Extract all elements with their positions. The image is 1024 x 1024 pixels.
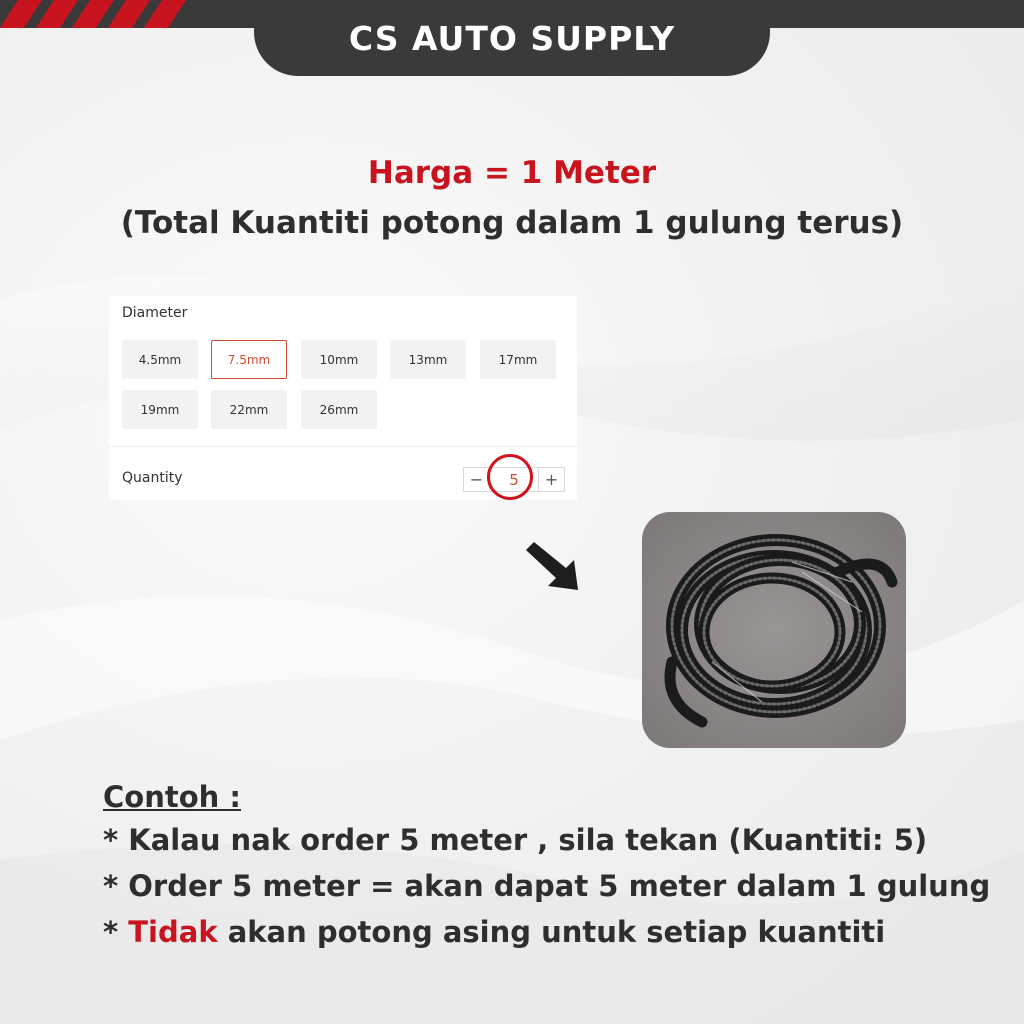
brand-name: CS AUTO SUPPLY (348, 18, 676, 58)
quantity-value[interactable]: 5 (509, 470, 519, 489)
example-line-1: * Kalau nak order 5 meter , sila tekan (Kuantiti: 5) (103, 823, 928, 857)
example-line-2: * Order 5 meter = akan dapat 5 meter dalam 1 gulung (103, 869, 991, 903)
divider (109, 446, 577, 447)
plus-icon[interactable]: + (538, 468, 564, 491)
brand-header (254, 0, 770, 76)
diameter-option[interactable]: 26mm (301, 390, 377, 429)
price-subheadline: (Total Kuantiti potong dalam 1 gulung terus) (120, 205, 904, 241)
diameter-option[interactable]: 4.5mm (122, 340, 198, 379)
highlight-circle (487, 454, 533, 500)
arrow-down-right-icon (522, 538, 586, 594)
example-line-3-prefix: * (103, 915, 129, 949)
example-line-3-highlight: Tidak (128, 915, 218, 949)
example-line-3 (103, 915, 885, 949)
diameter-label: Diameter (122, 305, 188, 321)
red-stripes-decoration (0, 0, 200, 28)
price-headline: Harga = 1 Meter (367, 155, 657, 191)
quantity-label: Quantity (122, 470, 183, 486)
diameter-option[interactable]: 19mm (122, 390, 198, 429)
product-photo-coil-hose (642, 512, 906, 748)
minus-icon[interactable]: − (464, 468, 490, 491)
diameter-option[interactable]: 13mm (390, 340, 466, 379)
example-title: Contoh : (103, 780, 241, 814)
example-line-3-rest: akan potong asing untuk setiap kuantiti (217, 915, 886, 949)
diameter-option-selected[interactable]: 7.5mm (211, 340, 287, 379)
diameter-option[interactable]: 10mm (301, 340, 377, 379)
diameter-option[interactable]: 17mm (480, 340, 556, 379)
diameter-option[interactable]: 22mm (211, 390, 287, 429)
